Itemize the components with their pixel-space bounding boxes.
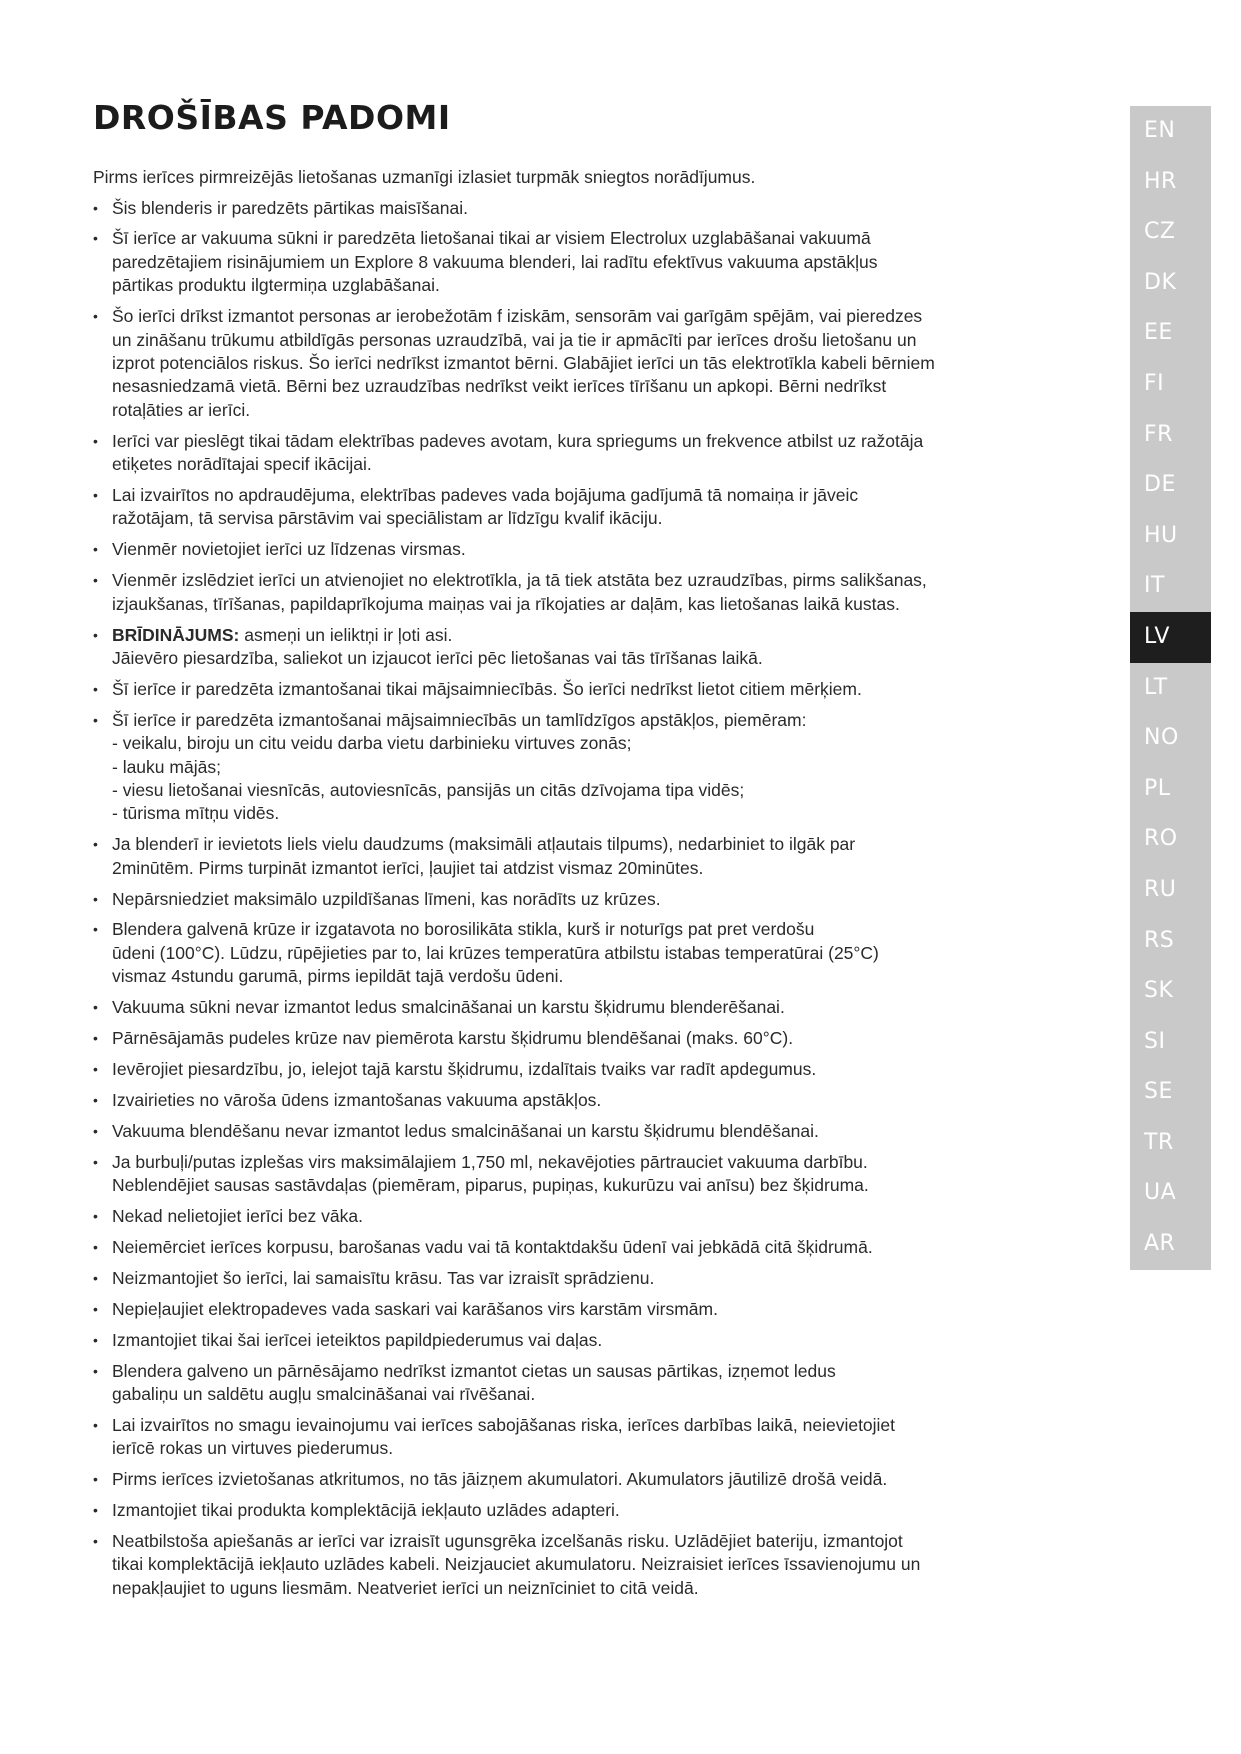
list-item <box>93 1120 1083 1143</box>
tab-language-cz[interactable]: CZ <box>1144 219 1176 245</box>
list-item <box>93 305 1083 422</box>
tab-language-fr[interactable]: FR <box>1144 421 1173 447</box>
tab-language-sk[interactable]: SK <box>1144 978 1174 1004</box>
list-item-text: Lai izvairītos no smagu ievainojumu vai ierīces sabojāšanas riska, ierīces darbības laikā, neievietojiet ierīcē rokas un virtuves piederumus. <box>112 1414 896 1459</box>
list-item-text: Ierīci var pieslēgt tikai tādam elektrības padeves avotam, kura spriegums un frekvence atbilst uz ražotāja etiķetes norādītajai specif ikācijai. <box>112 430 924 475</box>
list-item-text: Neizmantojiet šo ierīci, lai samaisītu krāsu. Tas var izraisīt sprādzienu. <box>112 1267 655 1288</box>
tab-language-lv[interactable]: LV <box>1130 612 1211 663</box>
tab-language-fi[interactable]: FI <box>1144 370 1165 396</box>
page-title: DROŠĪBAS PADOMI <box>93 98 451 137</box>
list-item-text: Nekad nelietojiet ierīci bez vāka. <box>112 1206 363 1227</box>
tab-language-tr[interactable]: TR <box>1144 1129 1174 1155</box>
list-item <box>93 569 1083 616</box>
document-content <box>93 96 1083 1600</box>
list-item <box>93 624 1083 671</box>
list-item-text: Šī ierīce ir paredzēta izmantošanai tikai mājsaimniecībās. Šo ierīci nedrīkst lietot citiem mērķiem. <box>112 678 862 699</box>
list-item-text: Pārnēsājamās pudeles krūze nav piemērota karstu šķidrumu blendēšanai (maks. 60°C). <box>112 1028 794 1049</box>
tab-language-se[interactable]: SE <box>1144 1079 1173 1105</box>
tab-language-ar[interactable]: AR <box>1144 1231 1176 1257</box>
list-item <box>93 1360 1083 1407</box>
list-item <box>93 1298 1083 1321</box>
tab-language-ua[interactable]: UA <box>1144 1180 1177 1206</box>
tab-language-pl[interactable]: PL <box>1144 775 1171 801</box>
tab-language-rs[interactable]: RS <box>1144 927 1175 953</box>
list-item <box>93 1058 1083 1081</box>
tab-language-ro[interactable]: RO <box>1144 826 1178 852</box>
list-item-text: Šī ierīce ir paredzēta izmantošanai mājsaimniecībās un tamlīdzīgos apstākļos, piemēram: - veikalu, biroju un citu veidu darba vietu darbinieku virtuves zonās; - lauku mājās; - viesu lietošanai viesnīcās, autoviesnīcās, pansijās un citās dzīvojama tipa vidēs; - tūrisma mītņu vidēs. <box>112 709 807 824</box>
list-item <box>93 888 1083 911</box>
list-item-text: Neatbilstoša apiešanās ar ierīci var izraisīt ugunsgrēka izcelšanās risku. Uzlādējiet bateriju, izmantojot tikai komplektācijā iekļauto uzlādes kabeli. Neizjauciet akumulatoru. Neizraisiet ierīces īssavienojumu un nepakļaujiet to uguns liesmām. Neatveriet ierīci un neiznīciniet to citā veidā. <box>112 1531 921 1598</box>
list-item-text: Ja blenderī ir ievietots liels vielu daudzums (maksimāli atļautais tilpums), nedarbiniet to ilgāk par 2minūtēm. Pirms turpināt izmantot ierīci, ļaujiet tai atdzist vismaz 20minūtes. <box>112 834 856 878</box>
list-item-text: Lai izvairītos no apdraudējuma, elektrības padeves vada bojājuma gadījumā tā nomaiņa ir jāveic ražotājam, tā servisa pārstāvim vai speciālistam ar līdzīgu kvalif ikāciju. <box>112 484 859 529</box>
list-item-text: Ievērojiet piesardzību, jo, ielejot tajā karstu šķidrumu, izdalītais tvaiks var radīt apdegumus. <box>112 1059 817 1079</box>
list-item-text: Ja burbuļi/putas izplešas virs maksimālajiem 1,750 ml, nekavējoties pārtrauciet vakuuma darbību. Neblendējiet sausas sastāvdaļas (piemēram, piparus, pupiņas, kukurūzu vai anīsu) bez šķidruma. <box>112 1151 869 1196</box>
list-item <box>93 996 1083 1019</box>
tab-language-hu[interactable]: HU <box>1144 522 1178 548</box>
list-item-text: Vienmēr izslēdziet ierīci un atvienojiet no elektrotīkla, ja tā tiek atstāta bez uzraudzības, pirms salikšanas, izjaukšanas, tīrīšanas, papildaprīkojuma maiņas vai ja rīkojaties ar daļām, kas lietošanas laikā kustas. <box>112 570 927 614</box>
list-item-text: Šis blenderis ir paredzēts pārtikas maisīšanai. <box>112 197 468 218</box>
list-item-text: Vakuuma blendēšanu nevar izmantot ledus smalcināšanai un karstu šķidrumu blendēšanai. <box>112 1120 819 1141</box>
list-item-text: asmeņi un ieliktņi ir ļoti asi. Jāievēro piesardzība, saliekot un izjaucot ierīci pēc lietošanas vai tās tīrīšanas laikā. <box>112 624 763 668</box>
list-item <box>93 1236 1083 1259</box>
list-item <box>93 1468 1083 1491</box>
list-item-text: Šo ierīci drīkst izmantot personas ar ierobežotām f iziskām, sensorām vai garīgām spējām, vai pieredzes un zināšanu trūkumu atbildīgās personas uzraudzībā, vai ja tie ir apmācīti par ierīces drošu lietošanu un izprot potenciālos riskus. Šo ierīci nedrīkst izmantot bērni. Glabājiet ierīci un tās elektrotīkla kabeli bērniem nesasniedzamā vietā. Bērni bez uzraudzības nedrīkst veikt ierīces tīrīšanu un apkopi. Bērni nedrīkst rotaļāties ar ierīci. <box>112 306 935 420</box>
tab-language-no[interactable]: NO <box>1144 725 1179 751</box>
tab-language-en[interactable]: EN <box>1144 118 1176 143</box>
list-item <box>93 678 1083 701</box>
list-item-text: Nepieļaujiet elektropadeves vada saskari vai karāšanos virs karstām virsmām. <box>112 1298 718 1319</box>
list-item <box>93 1530 1083 1600</box>
intro-paragraph: Pirms ierīces pirmreizējās lietošanas uzmanīgi izlasiet turpmāk sniegtos norādījumus. <box>93 167 756 187</box>
list-item-text: Izmantojiet tikai šai ierīcei ieteiktos papildpiederumus vai daļas. <box>112 1329 603 1350</box>
list-item <box>93 1267 1083 1290</box>
safety-list <box>93 197 1083 1601</box>
list-item <box>93 1027 1083 1050</box>
list-item <box>93 430 1083 477</box>
list-item-text: Blendera galveno un pārnēsājamo nedrīkst izmantot cietas un sausas pārtikas, izņemot ledus gabaliņu un saldētu augļu smalcināšanai vai rīvēšanai. <box>112 1360 836 1404</box>
list-item <box>93 484 1083 531</box>
list-item <box>93 1329 1083 1352</box>
list-item <box>93 918 1083 988</box>
tab-language-si[interactable]: SI <box>1144 1028 1166 1054</box>
list-item-text: Pirms ierīces izvietošanas atkritumos, no tās jāizņem akumulatori. Akumulators jāutilizē drošā veidā. <box>112 1469 888 1490</box>
list-item-text: Vienmēr novietojiet ierīci uz līdzenas virsmas. <box>112 539 466 560</box>
tab-language-dk[interactable]: DK <box>1144 269 1177 295</box>
list-item-text: Nepārsniedziet maksimālo uzpildīšanas līmeni, kas norādīts uz krūzes. <box>112 888 661 909</box>
language-tab-bar <box>1130 106 1211 1270</box>
list-item-text: Blendera galvenā krūze ir izgatavota no borosilikāta stikla, kurš ir noturīgs pat pret verdošu ūdeni (100°C). Lūdzu, rūpējieties par to, lai krūzes temperatūra atbilstu istabas temperatūrai (25°C) vismaz 4stundu garumā, pirms iepildāt tajā verdošu ūdeni. <box>112 919 879 987</box>
list-item <box>93 538 1083 561</box>
list-item <box>93 1414 1083 1461</box>
tab-language-de[interactable]: DE <box>1144 472 1176 498</box>
list-item <box>93 1089 1083 1112</box>
list-item <box>93 227 1083 297</box>
list-item <box>93 709 1083 826</box>
list-item <box>93 833 1083 880</box>
list-item <box>93 1499 1083 1522</box>
tab-language-hr[interactable]: HR <box>1144 168 1177 194</box>
list-item-text: Šī ierīce ar vakuuma sūkni ir paredzēta lietošanai tikai ar visiem Electrolux uzglabāšanai vakuumā paredzētajiem risinājumiem un Explore 8 vakuuma blenderi, lai radītu efektīvus vakuuma apstākļus pārtikas produktu ilgtermiņa uzglabāšanai. <box>112 228 878 296</box>
tab-language-lt[interactable]: LT <box>1144 674 1168 700</box>
list-item <box>93 197 1083 220</box>
list-item <box>93 1151 1083 1198</box>
list-item-text: Izmantojiet tikai produkta komplektācijā iekļauto uzlādes adapteri. <box>112 1500 620 1521</box>
list-item-text: Izvairieties no vāroša ūdens izmantošanas vakuuma apstākļos. <box>112 1089 602 1110</box>
list-item-text: Neiemērciet ierīces korpusu, barošanas vadu vai tā kontaktdakšu ūdenī vai jebkādā citā šķidrumā. <box>112 1236 873 1257</box>
tab-language-it[interactable]: IT <box>1144 573 1165 599</box>
list-item <box>93 1205 1083 1228</box>
warning-label: BRĪDINĀJUMS: <box>112 624 240 645</box>
list-item-text: Vakuuma sūkni nevar izmantot ledus smalcināšanai un karstu šķidrumu blenderēšanai. <box>112 997 785 1018</box>
tab-language-ee[interactable]: EE <box>1144 320 1173 346</box>
tab-language-ru[interactable]: RU <box>1144 876 1177 902</box>
